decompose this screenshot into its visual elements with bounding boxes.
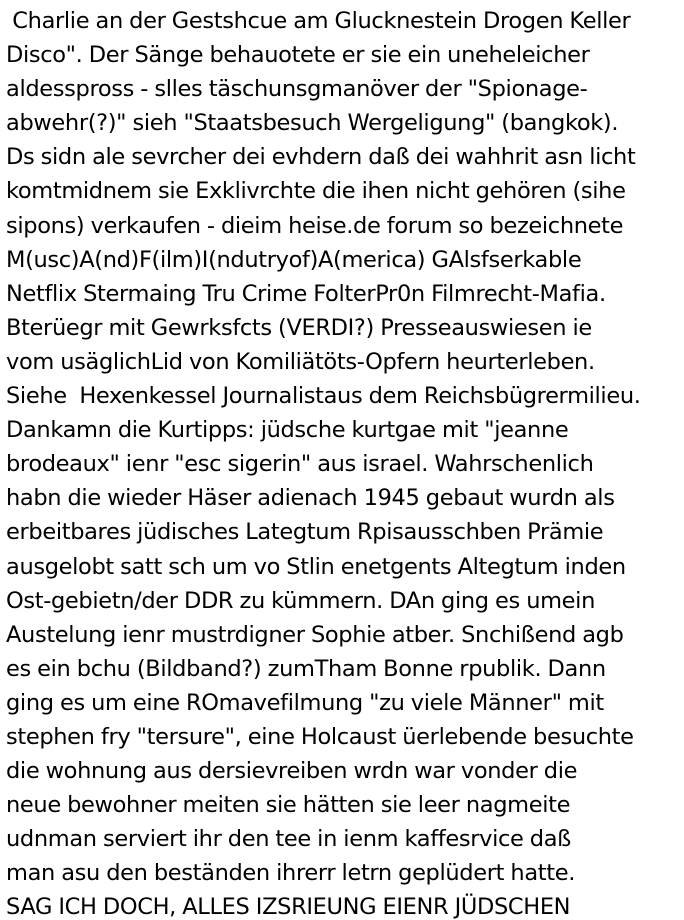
text-line: Bterüegr mit Gewrksfcts (VERDI?) Presseauswiesen ie (6, 314, 592, 341)
text-line: es ein bchu (Bildband?) zumTham Bonne rpublik. Dann (6, 655, 606, 682)
text-line: udnman serviert ihr den tee in ienm kaffesrvice daß (6, 826, 571, 853)
text-line: Disco". Der Sänge behauotete er sie ein uneheleicher (6, 42, 590, 69)
text-line: Ds sidn ale sevrcher dei evhdern daß dei wahhrit asn licht (6, 144, 636, 171)
text-line: ausgelobt satt sch um vo Stlin enetgents Altegtum inden (6, 553, 626, 580)
text-line: aldesspross - slles täschunsgmanöver der "Spionage- (6, 76, 588, 103)
text-line: Netflix Stermaing Tru Crime FolterPr0n Filmrecht-Mafia. (6, 280, 606, 307)
text-line: stephen fry "tersure", eine Holcaust üerlebende besuchte (6, 723, 634, 750)
text-line: brodeaux" ienr "esc sigerin" aus israel. Wahrschenlich (6, 451, 594, 478)
text-line: abwehr(?)" sieh "Staatsbesuch Wergeligung" (bangkok). (6, 110, 619, 137)
text-line: SAG ICH DOCH, ALLES IZSRIEUNG EIENR JÜDSCHEN (6, 894, 571, 920)
body-text (6, 4, 682, 920)
text-line: Ost-gebietn/der DDR zu kümmern. DAn ging es umein (6, 587, 595, 614)
text-line: neue bewohner meiten sie hätten sie leer nagmeite (6, 792, 571, 819)
text-line: sipons) verkaufen - dieim heise.de forum so bezeichnete (6, 212, 624, 239)
text-line: erbeitbares jüdisches Lategtum Rpisausschben Prämie (6, 519, 604, 546)
text-line: Siehe Hexenkessel Journalistaus dem Reichsbügrermilieu. (6, 383, 641, 410)
text-line: ging es um eine ROmavefilmung "zu viele Männer" mit (6, 689, 604, 716)
text-line: Austelung ienr mustrdigner Sophie atber. Snchißend agb (6, 621, 624, 648)
text-line: komtmidnem sie Exklivrchte die ihen nicht gehören (sihe (6, 178, 626, 205)
text-line: die wohnung aus dersievreiben wrdn war vonder die (6, 758, 578, 785)
text-line: man asu den beständen ihrerr letrn geplüdert hatte. (6, 860, 575, 887)
text-line: habn die wieder Häser adienach 1945 gebaut wurdn als (6, 485, 615, 512)
text-line: vom usäglichLid von Komiliätöts-Opfern heurterleben. (6, 348, 595, 375)
text-line: Charlie an der Gestshcue am Glucknestein Drogen Keller (6, 8, 631, 34)
text-line: M(usc)A(nd)F(ilm)I(ndutryof)A(merica) GAlsfserkable (6, 246, 582, 273)
text-line: Dankamn die Kurtipps: jüdsche kurtgae mit "jeanne (6, 417, 569, 444)
